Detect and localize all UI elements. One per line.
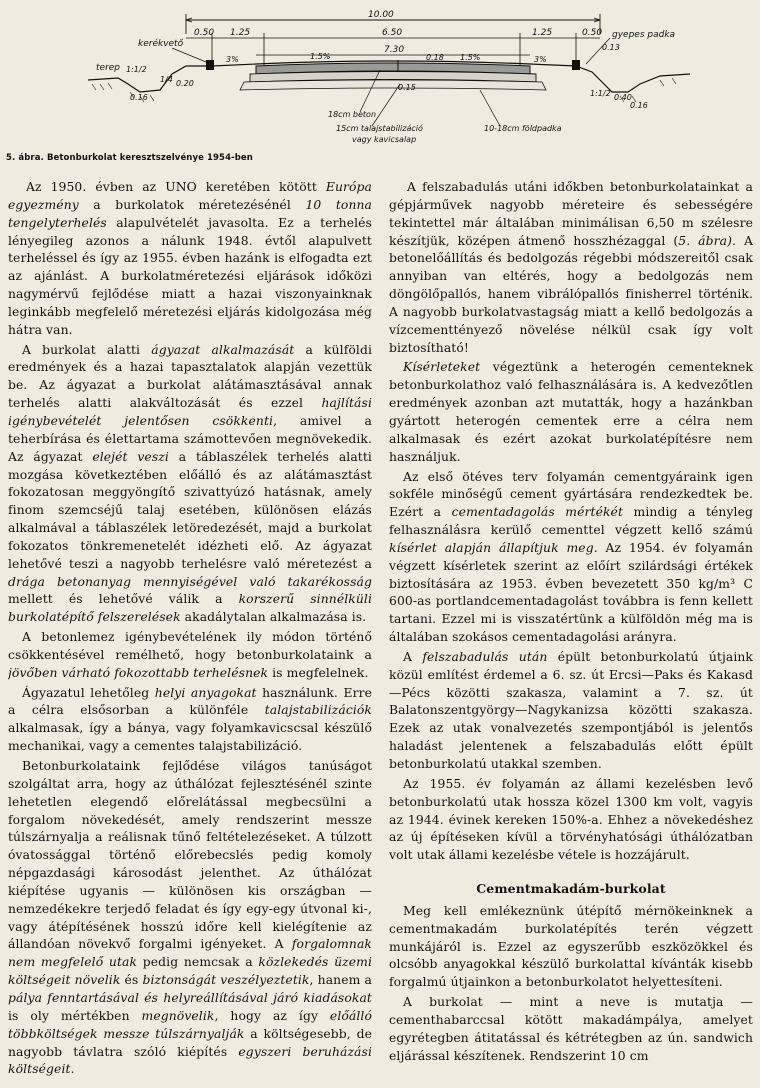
paragraph: Ágyazatul lehetőleg helyi anyagokat használunk. Erre a célra elsősorban a különféle talajstabilizációk alkalmasak, így a bánya, vagy folyamkavicscsal készülő mechanikai, vagy a cementes talajstabilizáció.: [8, 685, 372, 754]
paragraph: Az 1955. év folyamán az állami kezelésben levő betonburkolatú utak hossza közel 1300 km volt, vagyis az 1944. évinek kereken 150%-a. Ehhez a növekedéshez az új építéseken kívül a törvényhatósági úthálózatban volt utak állami kezelésbe vétele is hozzájárult.: [389, 776, 753, 863]
val-016: 0.16: [130, 93, 148, 102]
val-016-right: 0.16: [630, 101, 648, 110]
slope-left-2: 1:1/2: [126, 65, 147, 74]
paragraph: A felszabadulás után épült betonburkolatú útjaink közül említést érdemel a 6. sz. út Ercsi—Paks és Kakasd—Pécs közötti szakasza, valamint a 7. sz. út Balatonszentgyörgy—Nagykanizsa közötti szakasza. Ezek az utak vonalvezetés szempontjából is jelentős haladást jelentenek a felszabadulás előtt épült betonburkolatú utakkal szemben.: [389, 649, 753, 771]
label-terep: terep: [96, 63, 121, 73]
paragraph: A felszabadulás utáni időkben betonburkolatainkat a gépjárművek nagyobb méreteire és sebességére tekintettel már általában minimálisan 6,50 m szélesre készítjük, középen átmenő hosszhézaggal (5. ábra). A betonelőállítás és bedolgozás régebbi módszereitől csak annyiban van eltérés, hogy a bedolgozás nem döngölőpallós, hanem vibrálópallós finisherrel történik. A nagyobb burkolatvastagság miatt a kellő bedolgozás a vízcementtényező növelése nélkül csak így volt biztosítható!: [389, 180, 753, 355]
val-040: 0.40: [614, 93, 632, 102]
val-013: 0.13: [602, 43, 620, 52]
label-kavics: vagy kavicsalap: [352, 135, 417, 144]
pct-3-left: 3%: [226, 55, 239, 64]
slope-left-3: 0.20: [176, 79, 194, 88]
curb-left: [206, 60, 214, 70]
dim-650: 6.50: [382, 28, 403, 38]
paragraph: Kísérleteket végeztünk a heterogén cementeknek betonburkolathoz való felhasználására is. A kedvezőtlen eredmények azonban azt mutatták, hogy a hazánkban gyártott heterogén cementek erre a célra nem alkalmasak és ezért azokat burkolatépítésre nem használjuk.: [389, 360, 753, 464]
dim-050-left: 0.50: [194, 28, 215, 38]
dim-125-right: 1.25: [532, 28, 553, 38]
dim-730: 7.30: [384, 45, 405, 55]
pct-15-right: 1.5%: [460, 53, 481, 62]
paragraph: Az első ötéves terv folyamán cementgyáraink igen sokféle minőségű cement gyártására rendezkedtek be. Ezért a cementadagolás mértékét mindig a tényleg felhasználásra kerülő cementtel végzett kellő számú kísérlet alapján állapítjuk meg. Az 1954. év folyamán végzett kísérletek szerint az előírt szilárdsági értékek biztosítására az 1953. évben bevezetett 350 kg/m³ C 600-as portlandcementadagolást továbbra is fenn kellett tartani. Ezzel mi is visszatértünk a külföldön még ma is általában szokásos cementadagolási arányra.: [389, 469, 753, 645]
dim-total-label: 10.00: [368, 10, 394, 20]
label-gyepes-padka: gyepes padka: [612, 30, 676, 40]
paragraph: A burkolat alatti ágyazat alkalmazását a külföldi eredmények és a hazai tapasztalatok alapján vezettük be. Az ágyazat a burkolat alátámasztásával annak terhelés alatti alakváltozását és ezzel hajlítási igénybevételét jelentősen csökkenti, amivel a teherbírása és élettartama számottevően megnövekedik. Az ágyazat elejét veszi a táblaszélek terhelés alatti mozgása következtében előálló és az alátámasztást fokozatosan meggyöngítő szivattyúzó hatásnak, amely finom szemcséjű talaj esetében, különösen elázás alkalmával a táblaszélek letöredezését, majd a burkolat fokozatos tönkremenetelét idézheti elő. Az ágyazat lehetővé teszi a nagyobb terhelésre való méretezést a drága betonanyag mennyiségével való takarékosság mellett és lehetővé válik a korszerű sinnélküli burkolatépítő felszerelések akadálytalan alkalmazása is.: [8, 342, 372, 625]
dim-125-left: 1.25: [230, 28, 251, 38]
left-column: [8, 179, 372, 1085]
label-beton: 18cm beton: [328, 110, 377, 119]
road-cross-section-figure: [0, 0, 760, 152]
paragraph: Meg kell emlékeznünk útépítő mérnökeinknek a cementmakadám burkolatépítés terén végzett munkájáról is. Ezzel az egyszerűbb eszközökkel és olcsóbb anyagokkal készülő burkolattal kívánták kisebb forgalmú útjainkon a betonburkolatot helyettesíteni.: [389, 903, 753, 990]
pct-15-left: 1.5%: [310, 52, 331, 61]
val-015: 0.15: [398, 83, 416, 92]
label-talaj: 15cm talajstabilizáció: [336, 124, 423, 133]
label-kerekveto: kerékvető: [138, 39, 184, 49]
paragraph: Az 1950. évben az UNO keretében kötött Európa egyezmény a burkolatok méretezésénél 10 tonna tengelyterhelés alapulvételét javasolta. Ez a terhelés lényegileg azonos a nálunk 1948. évtől alapulvett terheléssel és így az 1955. évben hazánk is elfogadta ezt az ajánlást. A burkolatméretezési eljárások időközi nagymérvű fejlődése miatt a hazai viszonyainknak leginkább megfelelő méretezési eljárás kidolgozása még hátra van.: [8, 180, 372, 337]
dim-050-right: 0.50: [582, 28, 603, 38]
paragraph: Betonburkolataink fejlődése világos tanúságot szolgáltat arra, hogy az úthálózat fejlesztésénél szinte lehetetlen elegendő előrelátással megbecsülni a forgalom növekedését, amely rendszerint messze túlszárnyalja a reálisnak tűnő feltételezéseket. A túlzott óvatossággal történő előrebecslés pedig komoly népgazdasági károsodást jelenthet. Az úthálózat kiépítése ugyanis — különösen kis országban — nemzedékekre terjedő feladat és így egy-egy útvonal ki-, vagy átépítésének hosszú időre kell kielégítenie az állandóan növekvő forgalmi igényeket. A forgalomnak nem megfelelő utak pedig nemcsak a közlekedés üzemi költségeit növelik és biztonságát veszélyeztetik, hanem a pálya fenntartásával és helyreállításával járó kiadásokat is oly mértékben megnövelik, hogy az így előálló többköltségek messze túlszárnyalják a költségesebb, de nagyobb távlatra szóló kiépítés egyszeri beruházási költségeit.: [8, 759, 372, 1077]
paragraph: A betonlemez igénybevételének ily módon történő csökkentésével remélhető, hogy betonburkolataink a jövőben várható fokozottabb terhelésnek is megfelelnek.: [8, 630, 372, 680]
val-12-right: 1:1/2: [590, 89, 611, 98]
pct-018: 0.18: [426, 53, 444, 62]
right-column: [389, 179, 753, 1085]
curb-right: [572, 60, 580, 70]
section-heading: Cementmakadám-burkolat: [476, 881, 666, 897]
label-foldpadka: 10-18cm földpadka: [484, 124, 562, 133]
slope-left-1: 1/4: [160, 75, 173, 84]
paragraph: A burkolat — mint a neve is mutatja — cementhabarccsal kötött makadámpálya, amelyet egyrétegben átitatással és kétrétegben az ún. sandwich eljárással készítenek. Rendszerint 10 cm: [389, 995, 753, 1063]
figure-caption: 5. ábra. Betonburkolat keresztszelvénye 1954-ben: [6, 153, 253, 163]
pct-3-right: 3%: [534, 55, 547, 64]
